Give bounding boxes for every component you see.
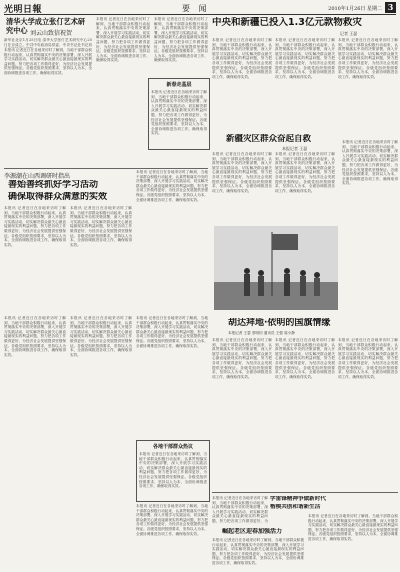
boxed-note-body: 本报讯 记者近日在各地采访时了解到，当地干部群众积极行动起来，认真贯彻落实中央的决策部署，深入开展学习实践活动，切实解决群众最关心最直接最现实的利益问题，努力把各项工作做得更好，为经济社会发展提供坚强保证。各级党组织按照要求，坚持以人为本，全面协调推进各项工作，确保取得实效。 — [151, 90, 207, 136]
column-2-body: 本报讯 记者近日在各地采访时了解到，当地干部群众积极行动起来，认真贯彻落实中央的决策部署，深入开展学习实践活动，切实解决群众最关心最直接最现实的利益问题，努力把各项工作做得更好，为经济社会发展提供坚强保证。各级党组织按照要求，坚持以人为本，全面协调推进各项工作，确保取得实效。 — [96, 17, 150, 63]
li-body-left: 本报讯 记者近日在各地采访时了解到，当地干部群众积极行动起来，认真贯彻落实中央的决策部署，深入开展学习实践活动，切实解决群众最关心最直接最现实的利益问题，努力把各项工作做得更好，为经济社会发展提供坚强保证。各级党组织按照要求，坚持以人为本，全面协调推进各项工作，确保取得实效。 — [4, 206, 66, 247]
xinjiang-body-2: 本报讯 记者近日在各地采访时了解到，当地干部群众积极行动起来，认真贯彻落实中央的决策部署，深入开展学习实践活动，切实解决群众最关心最直接最现实的利益问题，努力把各项工作做得更好，为经济社会发展提供坚强保证。各级党组织按照要求，坚持以人为本，全面协调推进各项工作，确保取得实效。 — [275, 38, 335, 79]
flag-photo — [214, 226, 338, 310]
boxed-note-2 — [136, 440, 210, 502]
section-label: 要 闻 — [182, 4, 210, 13]
li-kicker: 李源潮在山西调研时指出 — [4, 173, 71, 180]
boxed-note-2-title: 各地干部群众热议 — [152, 444, 193, 450]
lower-left-body-2: 本报讯 记者近日在各地采访时了解到，当地干部群众积极行动起来，认真贯彻落实中央的决策部署，深入开展学习实践活动，切实解决群众最关心最直接最现实的利益问题，努力把各项工作做得更好，为经济社会发展提供坚强保证。各级党组织按照要求，坚持以人为本，全面协调推进各项工作，确保取得实效。 — [70, 316, 132, 357]
issue-date: 2010年1月26日 星期二 — [328, 6, 382, 12]
flag-ceremony-image — [214, 226, 338, 310]
bottom-feature-body-1: 本报讯 记者近日在各地采访时了解到，当地干部群众积极行动起来，认真贯彻落实中央的决策部署，深入开展学习实践活动，切实解决群众最关心最直接最现实的利益问题，努力把各项工作做得更好，为经济社会发展提供坚强保证。各级党组织按照要求，坚持以人为本，全面协调推进各项工作，确保取得实效。 — [212, 538, 304, 565]
photo-side-body: 本报讯 记者近日在各地采访时了解到，当地干部群众积极行动起来，认真贯彻落实中央的决策部署，深入开展学习实践活动，切实解决群众最关心最直接最现实的利益问题，努力把各项工作做得更好，为经济社会发展提供坚强保证。各级党组织按照要求，坚持以人为本，全面协调推进各项工作，确保取得实效。 — [342, 140, 398, 186]
bottom-feature-title: 崛起老区迎春加强活力 — [222, 528, 283, 535]
disaster-headline: 新疆灾区群众奋起自救 — [226, 134, 312, 144]
column-3-body: 本报讯 记者近日在各地采访时了解到，当地干部群众积极行动起来，认真贯彻落实中央的决策部署，深入开展学习实践活动，切实解决群众最关心最直接最现实的利益问题，努力把各项工作做得更好，为经济社会发展提供坚强保证。各级党组织按照要求，坚持以人为本，全面协调推进各项工作，确保取得实效。 — [154, 17, 208, 63]
disaster-body-2: 本报讯 记者近日在各地采访时了解到，当地干部群众积极行动起来，认真贯彻落实中央的决策部署，深入开展学习实践活动，切实解决群众最关心最直接最现实的利益问题，努力把各项工作做得更好，为经济社会发展提供坚强保证。各级党组织按照要求，坚持以人为本，全面协调推进各项工作，确保取得实效。 — [275, 152, 335, 193]
xinjiang-body-3: 本报讯 记者近日在各地采访时了解到，当地干部群众积极行动起来，认真贯彻落实中央的决策部署，深入开展学习实践活动，切实解决群众最关心最直接最现实的利益问题，努力把各项工作做得更好，为经济社会发展提供坚强保证。各级党组织按照要求，坚持以人为本，全面协调推进各项工作，确保取得实效。 — [338, 38, 398, 79]
xinjiang-body-1: 本报讯 记者近日在各地采访时了解到，当地干部群众积极行动起来，认真贯彻落实中央的决策部署，深入开展学习实践活动，切实解决群众最关心最直接最现实的利益问题，努力把各项工作做得更好，为经济社会发展提供坚强保证。各级党组织按照要求，坚持以人为本，全面协调推进各项工作，确保取得实效。 — [212, 38, 272, 79]
divider-rule — [4, 168, 208, 169]
bottom-feature-body-2: 本报讯 记者近日在各地采访时了解到，当地干部群众积极行动起来，认真贯彻落实中央的决策部署，深入开展学习实践活动，切实解决群众最关心最直接最现实的利益问题，努力把各项工作做得更好，为经济社会发展提供坚强保证。各级党组织按照要求，坚持以人为本，全面协调推进各项工作，确保取得实效。 — [308, 514, 398, 541]
masthead — [4, 2, 396, 15]
xinjiang-byline: 记者 王瑟 — [340, 31, 358, 36]
sidebar-body: 本报讯 记者近日在各地采访时了解到，当地干部群众积极行动起来，认真贯彻落实中央的决策部署，深入开展学习实践活动，切实解决群众最关心最直接最现实的利益问题，努力把各项工作做得更好，为 — [212, 496, 268, 523]
boxed-note — [148, 78, 210, 150]
tsinghua-body-more: 本报讯 记者近日在各地采访时了解到，当地干部群众积极行动起来，认真贯彻落实中央的决策部署，深入开展学习实践活动，切实解决群众最关心最直接最现实的利益问题，努力把各项工作做得更好，为经济社会发展提供坚强保证。各级党组织按照要求，坚持以人为本，全面协调推进各项工作，确保取得实效。 — [4, 48, 92, 75]
tsinghua-body: 新华社北京1月25日电 清华大学张仃艺术研究中心25日在京成立。中共中央政治局常委、中央书记处书记刘 — [4, 38, 92, 47]
li-headline-line2: 确保取得群众满意的实效 — [8, 192, 108, 202]
lower-left-body-1: 本报讯 记者近日在各地采访时了解到，当地干部群众积极行动起来，认真贯彻落实中央的决策部署，深入开展学习实践活动，切实解决群众最关心最直接最现实的利益问题，努力把各项工作做得更好，为经济社会发展提供坚强保证。各级党组织按照要求，坚持以人为本，全面协调推进各项工作，确保取得实效。 — [4, 316, 66, 357]
hu-byline: 本报记者 王瑟 蔡明钧 通讯员 王强 周小静 — [228, 331, 295, 335]
bottom-divider — [212, 492, 398, 493]
tsinghua-headline: 清华大学成立张仃艺术研究中心 — [6, 17, 86, 35]
lower-left-body-3: 本报讯 记者近日在各地采访时了解到，当地干部群众积极行动起来，认真贯彻落实中央的决策部署，深入开展学习实践活动，切实解决群众最关心最直接最现实的利益问题，努力把各项工作做得更好，为经济社会发展提供坚强保证。各级党组织按照要求，坚持以人为本，全面协调推进各项工作，确保取得实效。 — [136, 316, 208, 348]
boxed-note-title: 新春走基层 — [166, 82, 192, 88]
li-body-right: 本报讯 记者近日在各地采访时了解到，当地干部群众积极行动起来，认真贯彻落实中央的决策部署，深入开展学习实践活动，切实解决群众最关心最直接最现实的利益问题，努力把各项工作做得更好，为经济社会发展提供坚强保证。各级党组织按照要求，坚持以人为本，全面协调推进各项工作，确保取得实效。 — [136, 170, 208, 202]
xinjiang-headline: 中央和新疆已投入1.3亿元款物救灾 — [212, 17, 362, 28]
hu-body-2: 本报讯 记者近日在各地采访时了解到，当地干部群众积极行动起来，认真贯彻落实中央的决策部署，深入开展学习实践活动，切实解决群众最关心最直接最现实的利益问题，努力把各项工作做得更好，为经济社会发展提供坚强保证。各级党组织按照要求，坚持以人为本，全面协调推进各项工作，确保取得实效。 — [275, 338, 335, 379]
sidebar-title-line2: 楷模共创和谐新生活 — [270, 504, 321, 510]
boxed-note-2-body: 本报讯 记者近日在各地采访时了解到，当地干部群众积极行动起来，认真贯彻落实中央的决策部署，深入开展学习实践活动，切实解决群众最关心最直接最现实的利益问题，努力把各项工作做得更好，为经济社会发展提供坚强保证。各级党组织按照要求，坚持以人为本，全面协调推进各项工作，确保取得实效。 — [139, 452, 207, 489]
hu-headline: 胡达拜地·依明的国旗情缘 — [228, 318, 331, 328]
li-body-mid: 本报讯 记者近日在各地采访时了解到，当地干部群众积极行动起来，认真贯彻落实中央的决策部署，深入开展学习实践活动，切实解决群众最关心最直接最现实的利益问题，努力把各项工作做得更好，为经济社会发展提供坚强保证。各级党组织按照要求，坚持以人为本，全面协调推进各项工作，确保取得实效。 — [70, 206, 132, 247]
disaster-body-1: 本报讯 记者近日在各地采访时了解到，当地干部群众积极行动起来，认真贯彻落实中央的决策部署，深入开展学习实践活动，切实解决群众最关心最直接最现实的利益问题，努力把各项工作做得更好，为经济社会发展提供坚强保证。各级党组织按照要求，坚持以人为本，全面协调推进各项工作，确保取得实效。 — [212, 152, 272, 193]
page-number: 3 — [385, 2, 396, 13]
li-headline-line1: 善始善终抓好学习活动 — [8, 180, 99, 190]
disaster-byline: 本报记者 王瑟 — [282, 146, 308, 151]
hu-body-3: 本报讯 记者近日在各地采访时了解到，当地干部群众积极行动起来，认真贯彻落实中央的决策部署，深入开展学习实践活动，切实解决群众最关心最直接最现实的利益问题，努力把各项工作做得更好，为经济社会发展提供坚强保证。各级党组织按照要求，坚持以人为本，全面协调推进各项工作，确保取得实效。 — [338, 338, 398, 379]
newspaper-logo: 光明日報 — [4, 5, 43, 15]
sidebar-title-line1: 学雷锋精神争做新时代 — [270, 496, 326, 502]
hu-body-1: 本报讯 记者近日在各地采访时了解到，当地干部群众积极行动起来，认真贯彻落实中央的决策部署，深入开展学习实践活动，切实解决群众最关心最直接最现实的利益问题，努力把各项工作做得更好，为经济社会发展提供坚强保证。各级党组织按照要求，坚持以人为本，全面协调推进各项工作，确保取得实效。 — [212, 338, 272, 379]
lower-left-body-4: 本报讯 记者近日在各地采访时了解到，当地干部群众积极行动起来，认真贯彻落实中央的决策部署，深入开展学习实践活动，切实解决群众最关心最直接最现实的利益问题，努力把各项工作做得更好，为经济社会发展提供坚强保证。各级党组织按照要求，坚持以人为本，全面协调推进各项工作，确保取得实效。 — [136, 504, 208, 536]
tsinghua-subhead: 刘云山致信祝贺 — [30, 30, 73, 37]
